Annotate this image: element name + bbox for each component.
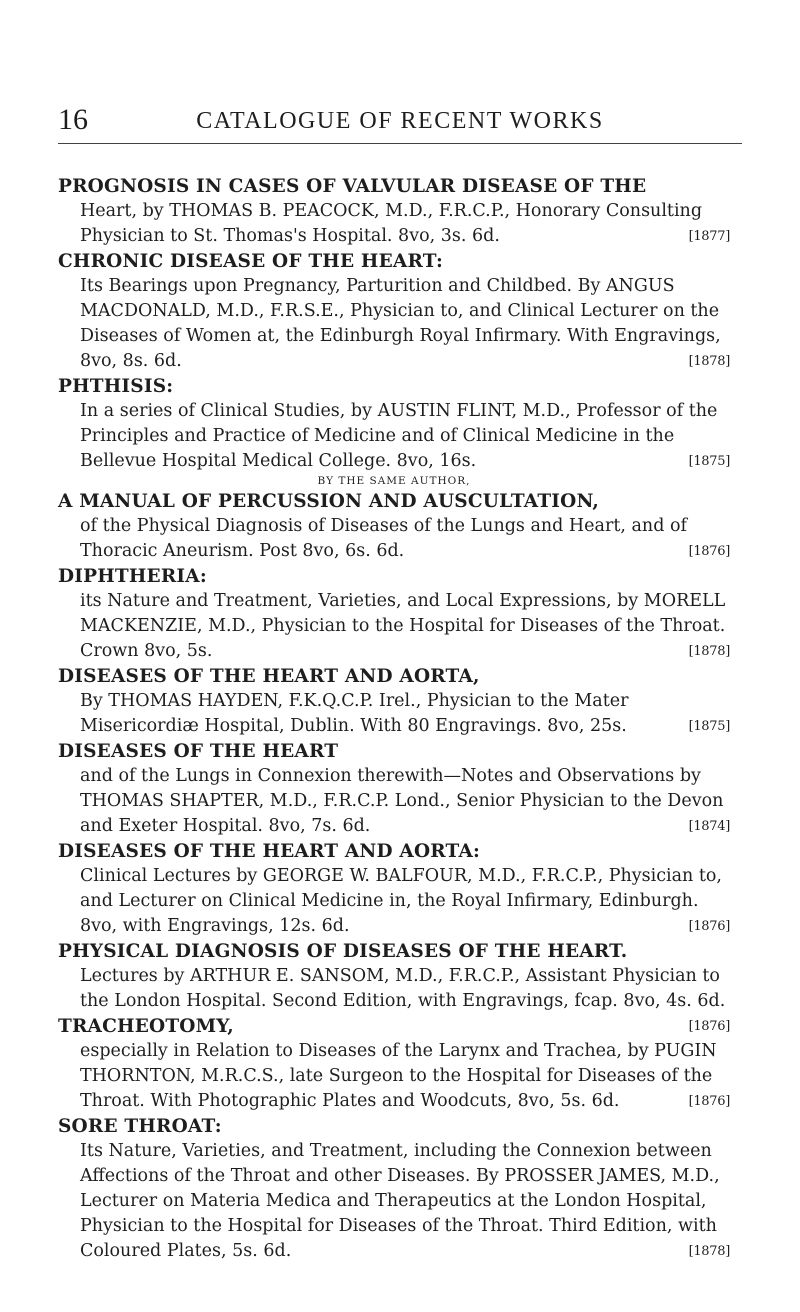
entry-description-text: Clinical Lectures by GEORGE W. BALFOUR, M.D., F.R.C.P., Physician to, and Lecturer on Clinical Medicine in, the Royal Infirmary, Edinburgh. 8vo, with Engravings, 12s. 6d. (80, 866, 722, 936)
catalogue-entry (58, 564, 730, 664)
running-head (58, 103, 742, 144)
entry-description (58, 689, 730, 739)
entry-heading: TRACHEOTOMY, (58, 1016, 234, 1037)
entry-year: [1875] (688, 719, 730, 734)
entry-description-text: Its Nature, Varieties, and Treatment, including the Connexion between Affections of the Throat and other Diseases. By PROSSER JAMES, M.D., Lecturer on Materia Medica and Therapeutics at the London Hospital, Physician to the Hospital for Diseases of the Throat. Third Edition, with Coloured Plates, 5s. 6d. (80, 1141, 720, 1261)
entry-description-text: of the Physical Diagnosis of Diseases of the Lungs and Heart, and of Thoracic Aneurism. Post 8vo, 6s. 6d. (80, 516, 687, 561)
catalogue-entry (58, 1114, 730, 1264)
entry-year: [1876] (688, 919, 730, 934)
entry-heading: PHTHISIS: (58, 376, 174, 397)
entry-description (58, 514, 730, 564)
entry-year: [1876] (688, 1094, 730, 1109)
catalogue-entry (58, 474, 730, 564)
catalogue-entry (58, 374, 730, 474)
entry-year: [1875] (688, 454, 730, 469)
entry-heading: DISEASES OF THE HEART AND AORTA, (58, 666, 480, 687)
entry-description (58, 199, 730, 249)
entry-year: [1876] (688, 1019, 730, 1034)
catalogue-entry (58, 739, 730, 839)
entry-description-text: In a series of Clinical Studies, by AUSTIN FLINT, M.D., Professor of the Principles and Practice of Medicine and of Clinical Medicine in the Bellevue Hospital Medical College. 8vo, 16s. (80, 401, 718, 471)
entry-description (58, 274, 730, 374)
entry-heading: CHRONIC DISEASE OF THE HEART: (58, 251, 444, 272)
entry-heading: SORE THROAT: (58, 1116, 222, 1137)
entry-description-text: By THOMAS HAYDEN, F.K.Q.C.P. Irel., Physician to the Mater Misericordiæ Hospital, Dublin. With 80 Engravings. 8vo, 25s. (80, 691, 629, 736)
entry-year: [1876] (688, 544, 730, 559)
entry-description-text: and of the Lungs in Connexion therewith—Notes and Observations by THOMAS SHAPTER, M.D., F.R.C.P. Lond., Senior Physician to the Devon and Exeter Hospital. 8vo, 7s. 6d. (80, 766, 724, 836)
entry-heading: DISEASES OF THE HEART AND AORTA: (58, 841, 481, 862)
entry-by-line: BY THE SAME AUTHOR, (317, 475, 471, 487)
entry-description (58, 864, 730, 939)
catalogue-entry (58, 664, 730, 739)
entry-description (58, 764, 730, 839)
entry-description (58, 399, 730, 474)
entry-description-text: its Nature and Treatment, Varieties, and Local Expressions, by MORELL MACKENZIE, M.D., Physician to the Hospital for Diseases of the Throat. Crown 8vo, 5s. (80, 591, 726, 661)
entry-description-text: Heart, by THOMAS B. PEACOCK, M.D., F.R.C.P., Honorary Consulting Physician to St. Thomas's Hospital. 8vo, 3s. 6d. (80, 201, 703, 246)
catalogue-entry (58, 1014, 730, 1114)
page-title: CATALOGUE OF RECENT WORKS (196, 108, 604, 134)
entry-heading: A MANUAL OF PERCUSSION AND AUSCULTATION, (58, 491, 600, 512)
page-number: 16 (58, 103, 88, 136)
entry-heading: PROGNOSIS IN CASES OF VALVULAR DISEASE OF THE (58, 176, 647, 197)
entry-year: [1877] (688, 229, 730, 244)
entry-description (58, 589, 730, 664)
entry-heading: PHYSICAL DIAGNOSIS OF DISEASES OF THE HEART. (58, 941, 628, 962)
entry-year: [1874] (688, 819, 730, 834)
entry-description-text: Lectures by ARTHUR E. SANSOM, M.D., F.R.C.P., Assistant Physician to the London Hospital. Second Edition, with Engravings, fcap. 8vo, 4s. 6d. (80, 966, 726, 1011)
entry-description-text: especially in Relation to Diseases of the Larynx and Trachea, by PUGIN THORNTON, M.R.C.S., late Surgeon to the Hospital for Diseases of the Throat. With Photographic Plates and Woodcuts, 8vo, 5s. 6d. (80, 1041, 717, 1111)
entry-description-text: Its Bearings upon Pregnancy, Parturition and Childbed. By ANGUS MACDONALD, M.D., F.R.S.E., Physician to, and Clinical Lecturer on the Diseases of Women at, the Edinburgh Royal Infirmary. With Engravings, 8vo, 8s. 6d. (80, 276, 721, 371)
entry-description (58, 1039, 730, 1114)
catalogue-entry (58, 249, 730, 374)
catalogue-entries (58, 174, 730, 1264)
entry-heading: DISEASES OF THE HEART (58, 741, 339, 762)
entry-heading: DIPHTHERIA: (58, 566, 207, 587)
entry-year: [1878] (688, 1244, 730, 1259)
catalogue-entry (58, 174, 730, 249)
catalogue-entry (58, 839, 730, 939)
entry-year: [1878] (688, 354, 730, 369)
entry-description (58, 1139, 730, 1264)
entry-year: [1878] (688, 644, 730, 659)
